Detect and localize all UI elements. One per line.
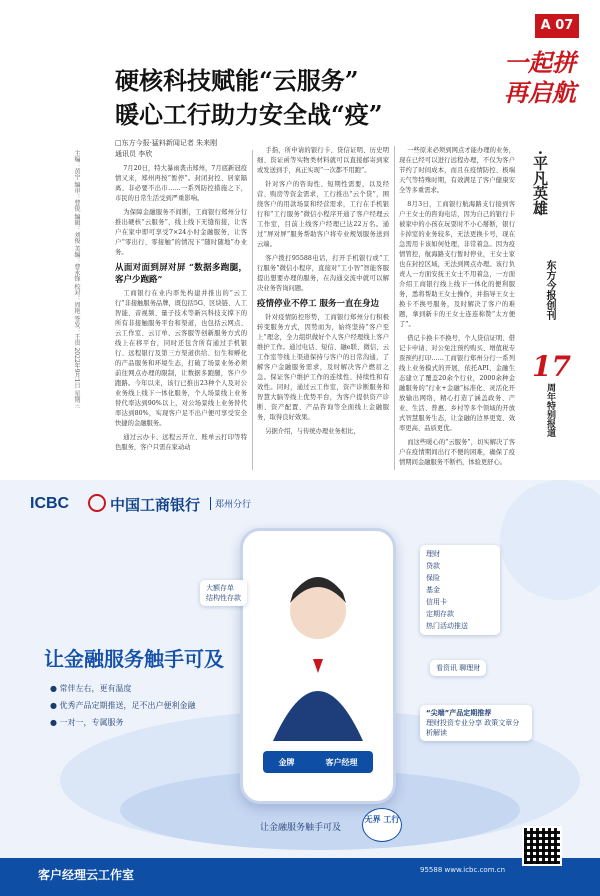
paragraph: 针对疫情防控形势，工商银行郑州分行积极转变服务方式，因势而为，始终坚持“客户至上”理念，全力组织做好个人客户经理线上客户维护工作。通过电话、短信、融e联、微信、云工作室等线上渠道保持与客户的日常沟通，了解客户金融服务需求，及时解决客户燃眉之急。保证客户维护工作的连续性、持续性和有效性。同时，通过云工作室，资产诊断服务和智慧大脑等线上优势平台，为客户提供资产诊断、资产配置、产品咨询等全面线上金融服务，取得良好效果。 xyxy=(257,314,389,421)
page-number-tag: A 07 xyxy=(535,14,579,38)
contact-url: 95588 www.icbc.com.cn xyxy=(420,866,506,874)
paragraph: 7月20日，特大暴雨袭击郑州，7月底新冠疫情又来，郑州再按“暂停”。封闭封控、居家隔离、非必要不出市……一系列防控措施之下，市民的日常生活受到严重影响。 xyxy=(115,165,247,202)
paragraph: 手指，所申请的银行卡、贷信证明、历史明细、资证函等实物类材料就可以直接邮寄到家或发送到手，真正实现“一次都不用跑”。 xyxy=(257,147,389,174)
paragraph: 工商银行在业内率先构建并推出的“云工行”非接触服务品牌，既包括5G、区块链、人工智能、音视频、量子技术等新兴科技支撑下的所有非接触服务平台和渠道，也包括云网点、云工作室、云订单、云客服等创新服务方式的线上在移平台，同时还包含所有通过手机银行、远程银行及第三方渠道供给、衍生和孵化的产品服务和环境生态，打破了场景业务必须前往网点办理的限制，让数据多跑腿，客户少跑路。今年以来，该行已推出23种个人及对公业务线上线下一体化服务，个人场景线上业务替代率达到90%以上，对公场景线上业务替代率达到80%，实现客户足不出户便可享受安全快捷的金融服务。 xyxy=(115,290,247,427)
ad-bullet: ● 优秀产品定期推送，足不出户便利金融 xyxy=(50,701,196,710)
article-column-3 xyxy=(399,146,515,474)
product-bubble xyxy=(200,580,247,606)
manager-label: 客户经理 xyxy=(325,756,358,767)
paragraph: 客户拨打95588电话，打开手机银行或“工行服务”微信小程序，直接对“工小智”智能客服提出想要办理的服务，在沟通交流中就可以解决业务咨询问题。 xyxy=(257,255,389,292)
paragraph: 另据介绍，与传统办理业务相比， xyxy=(265,428,360,435)
column-divider xyxy=(252,150,253,470)
ad-bullets xyxy=(50,680,196,731)
service-item: 热门活动推送 xyxy=(426,622,468,630)
branch-name: 郑州分行 xyxy=(210,497,251,510)
anniversary-number: 17 xyxy=(532,350,571,383)
paragraph: 借记卡换卡不换号，个人贷信证明、借记卡申请、对公免注预约购买、增值税专票预约打印……工商银行郑州分行一系列线上业务模式的开展，依托API、金融生态建立了覆盖20余个行业，2000余种金融服务的“行业+金融”标准化、灵活化开放输出网络，精心打造了涵盖政务、产业、生活、普惠、乡村等多个领域的开放式智慧服务生态，让金融的边界更宽、效率更高、品质更优。 xyxy=(399,335,515,432)
header-calligraphy: 一起拼 再启航 xyxy=(504,48,576,107)
section-subhead: 疫情停业不停工 服务一直在身边 xyxy=(257,299,379,309)
brand-subtitle: 东方今报创刊 xyxy=(544,260,555,320)
paragraph: 8月3日，工商银行航海路支行接到客户王女士的咨询电话，因为自己的银行卡被家中的小孩在玩耍时不小心掰断，银行卡掉室的业务较多，无法更换卡号，现在急需用卡该如何处理，非常着急。因为疫情管控，航海路支行暂时停业，王女士家也在封控区域，无法到网点办理。该行负责人一方面安抚王女士不用着急，一方面介绍工商银行线上线下一体化的便利服务，悉将帮助王女士操作，并指导王女士换卡不换号服务，及时解决了客户的难题，拿到新卡的王女士连连称赞“太方便了”。 xyxy=(399,201,515,328)
bank-name: 中国工商银行 xyxy=(110,496,201,514)
anniversary-branding xyxy=(520,150,590,450)
service-list-box xyxy=(420,545,500,635)
service-item: 基金 xyxy=(426,586,440,594)
section-subhead: 从面对面到屏对屏 “数据多跑腿，客户少跑路” xyxy=(115,263,247,285)
product-recommend-box xyxy=(420,705,532,741)
phone-caption xyxy=(263,751,373,773)
paragraph: 为保障金融服务不间断，工商银行郑州分行推出硬核“云服务”，线上线下无缝衔接，让客户在家中即可享受7×24小时金融服务，让客户“零出行、零接触”的情况下“随时随地”办业务。 xyxy=(115,209,247,256)
bubble-line: 结构性存款 xyxy=(206,594,241,602)
paragraph: 通过云办卡、远程云开立、账单云打印等特色服务，客户只需在家动动 xyxy=(115,434,247,451)
recommend-text: 理财投资专业分享 政策文章分析解读 xyxy=(426,719,520,737)
wujie-badge: 无界 工行 xyxy=(362,808,402,842)
headline xyxy=(115,64,475,132)
paragraph: 针对客户的咨询性、短期性需要，以及经营、购房等资金需求，工行推出“云个贷”，围绕客户的用款场景和经营需求，工行在手机银行和“工行服务”微信小程序开通了客户经理云工作室，目前上线客户经理已达22万名。通过“屏对屏”服务帮助客户将专业规划服务送到云端。 xyxy=(257,181,389,248)
cloud-studio-title: 客户经理云工作室 xyxy=(38,868,135,882)
anniversary-text: 周年特别报道 xyxy=(545,383,555,437)
service-item: 定期存款 xyxy=(426,610,454,618)
customer-manager-illustration xyxy=(243,541,393,761)
brand-title: ·平凡英雄 xyxy=(531,150,549,216)
info-bubble: 看资讯 聊理财 xyxy=(430,660,486,676)
ad-slogan: 让金融服务触手可及 xyxy=(44,647,224,671)
phone-mockup xyxy=(240,528,396,804)
qr-code-icon xyxy=(522,826,562,866)
paragraph: 一些原来必须到网点才能办理的业务，现在已经可以进行远程办理，不仅为客户节约了时间成本，而且在疫情防控、极端天气等特殊时期，有效满足了客户健康安全等多重需求。 xyxy=(399,147,515,194)
gold-label: 金牌 xyxy=(278,756,295,767)
recommend-title: “尖端”产品定期推荐 xyxy=(426,709,492,717)
service-list xyxy=(420,545,500,635)
column-divider xyxy=(394,146,395,470)
article-column-2 xyxy=(257,146,389,474)
icbc-logo: ICBC xyxy=(30,495,70,512)
ad-bullet: ● 常伴左右，更有温度 xyxy=(50,684,132,693)
service-item: 理财 xyxy=(426,550,440,558)
headline-line1: 硬核科技赋能“云服务” xyxy=(115,66,359,95)
service-item: 信用卡 xyxy=(426,598,447,606)
headline-line2: 暖心工行助力安全战“疫” xyxy=(115,100,383,129)
byline-line2: 通讯员 李欣 xyxy=(115,150,153,158)
bubble-line: 大额存单 xyxy=(206,584,234,592)
service-item: 贷款 xyxy=(426,562,440,570)
byline xyxy=(115,138,275,160)
editor-meta: 主编：黄宁 编审：曹锐 编辑：刘俊 美编：曹永锋 校对：周艳 签发：王贵 2022年9月1日 星期三 xyxy=(73,150,80,409)
article-column-1 xyxy=(115,164,247,474)
service-item: 保险 xyxy=(426,574,440,582)
icbc-emblem-icon xyxy=(88,494,106,512)
ad-bullet: ● 一对一，专属服务 xyxy=(50,718,124,727)
paragraph: 而这些暖心的“云服务”，切实解决了客户在疫情期间出行不便的困难，确保了疫情期间金融服务不断档，体验更舒心。 xyxy=(399,439,515,466)
byline-line1: □东方今报·猛料新闻记者 朱来刚 xyxy=(115,139,218,147)
bottom-slogan: 让金融服务触手可及 xyxy=(260,823,342,833)
